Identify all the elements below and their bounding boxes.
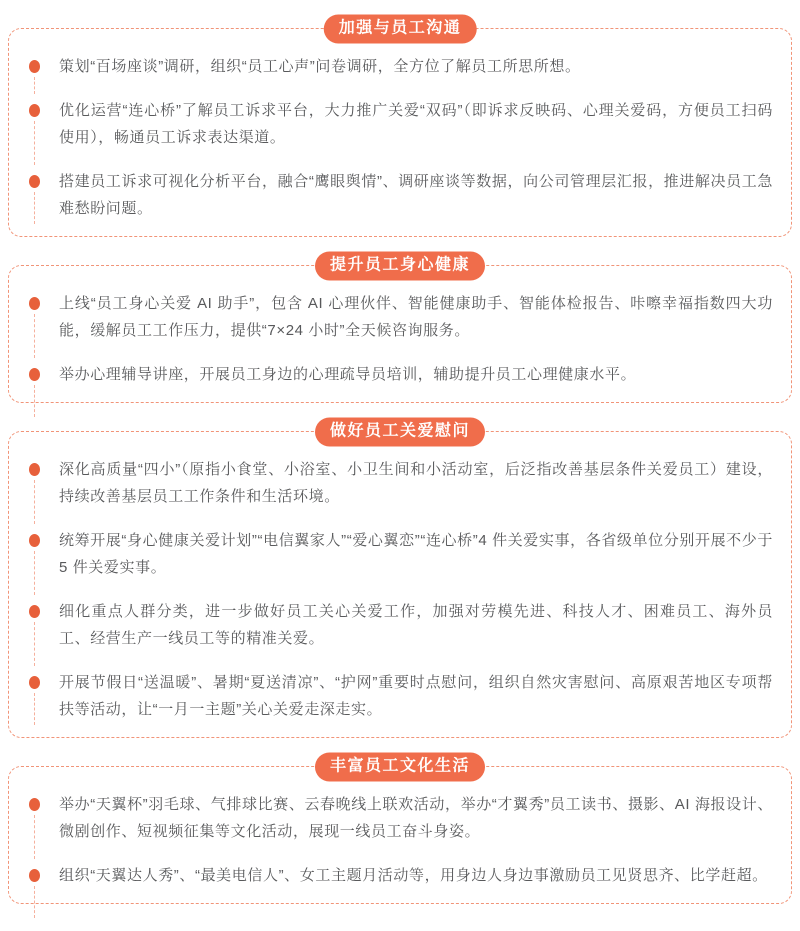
section-cultural-life [8, 757, 792, 904]
list-item [29, 791, 773, 845]
section-title-badge: 提升员工身心健康 [315, 252, 485, 281]
item-text: 组织“天翼达人秀”、“最美电信人”、女工主题月活动等，用身边人身边事激励员工见贤思齐、比学赶超。 [59, 867, 768, 884]
item-text: 上线“员工身心关爱 AI 助手”，包含 AI 心理伙伴、智能健康助手、智能体检报告、咔嚓幸福指数四大功能，缓解员工工作压力，提供“7×24 小时”全天候咨询服务。 [59, 295, 773, 339]
list-item [29, 361, 773, 388]
timeline-connector-line [34, 622, 35, 666]
timeline-connector-line [34, 693, 35, 725]
bullet-dot-icon [29, 798, 40, 811]
bullet-dot-icon [29, 869, 40, 882]
section-title-badge: 丰富员工文化生活 [315, 753, 485, 782]
bullet-dot-icon [29, 175, 40, 188]
item-text: 深化高质量“四小”（原指小食堂、小浴室、小卫生间和小活动室，后泛指改善基层条件关爱员工）建设，持续改善基层员工工作条件和生活环境。 [59, 461, 773, 505]
list-item [29, 456, 773, 510]
item-text: 搭建员工诉求可视化分析平台，融合“鹰眼舆情”、调研座谈等数据，向公司管理层汇报，推进解决员工急难愁盼问题。 [59, 173, 773, 217]
bullet-dot-icon [29, 368, 40, 381]
bullet-dot-icon [29, 60, 40, 73]
timeline-connector-line [34, 385, 35, 417]
section-title-badge: 做好员工关爱慰问 [315, 418, 485, 447]
list-item [29, 527, 773, 581]
timeline-connector-line [34, 886, 35, 918]
list-item [29, 53, 773, 80]
employee-care-report-page [0, 19, 800, 918]
timeline-connector-line [34, 77, 35, 94]
timeline-connector-line [34, 121, 35, 165]
item-text: 统筹开展“身心健康关爱计划”“电信翼家人”“爱心翼恋”“连心桥”4 件关爱实事，各省级单位分别开展不少于 5 件关爱实事。 [59, 532, 773, 576]
list-item [29, 669, 773, 723]
list-item [29, 168, 773, 222]
bullet-list [29, 53, 773, 222]
list-item [29, 862, 773, 889]
timeline-connector-line [34, 480, 35, 524]
item-text: 开展节假日“送温暖”、暑期“夏送清凉”、“护网”重要时点慰问，组织自然灾害慰问、高原艰苦地区专项帮扶等活动，让“一月一主题”关心关爱走深走实。 [59, 674, 773, 718]
bullet-list [29, 290, 773, 388]
section-strengthen-communication [8, 19, 792, 237]
item-text: 细化重点人群分类，进一步做好员工关心关爱工作，加强对劳模先进、科技人才、困难员工、海外员工、经营生产一线员工等的精准关爱。 [59, 603, 773, 647]
bullet-dot-icon [29, 605, 40, 618]
section-physical-mental-health [8, 256, 792, 403]
bullet-list [29, 456, 773, 723]
list-item [29, 97, 773, 151]
item-text: 举办“天翼杯”羽毛球、气排球比赛、云春晚线上联欢活动，举办“才翼秀”员工读书、摄影、AI 海报设计、微剧创作、短视频征集等文化活动，展现一线员工奋斗身姿。 [59, 796, 773, 840]
bullet-list [29, 791, 773, 889]
timeline-connector-line [34, 192, 35, 224]
bullet-dot-icon [29, 676, 40, 689]
bullet-dot-icon [29, 297, 40, 310]
section-title-badge: 加强与员工沟通 [324, 15, 477, 44]
bullet-dot-icon [29, 534, 40, 547]
item-text: 优化运营“连心桥”了解员工诉求平台，大力推广关爱“双码”（即诉求反映码、心理关爱码，方便员工扫码使用），畅通员工诉求表达渠道。 [59, 102, 773, 146]
list-item [29, 598, 773, 652]
timeline-connector-line [34, 314, 35, 358]
list-item [29, 290, 773, 344]
timeline-connector-line [34, 551, 35, 595]
item-text: 举办心理辅导讲座，开展员工身边的心理疏导员培训，辅助提升员工心理健康水平。 [59, 366, 637, 383]
bullet-dot-icon [29, 463, 40, 476]
timeline-connector-line [34, 815, 35, 859]
bullet-dot-icon [29, 104, 40, 117]
section-care-condolence [8, 422, 792, 738]
item-text: 策划“百场座谈”调研，组织“员工心声”问卷调研，全方位了解员工所思所想。 [59, 58, 581, 75]
